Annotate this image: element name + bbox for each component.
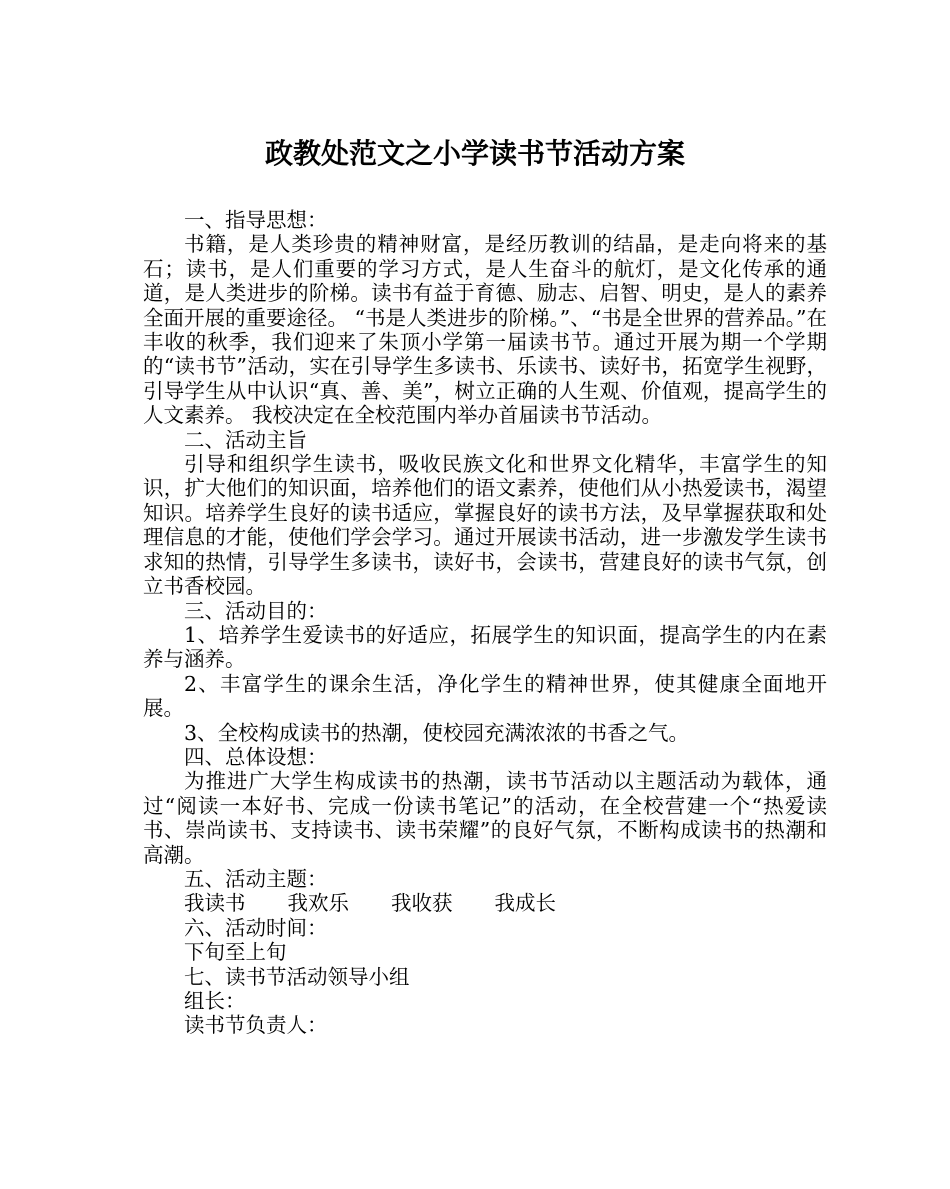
paragraph-purpose: 引导和组织学生读书，吸收民族文化和世界文化精华，丰富学生的知识，扩大他们的知识面，培养他们的语文素养，使他们从小热爱读书，渴望知识。培养学生良好的读书适应，掌握良好的读书方法，及早掌握获取和处理信息的才能，使他们学会学习。通过开展读书活动，进一步激发学生读书求知的热情，引导学生多读书，读好书，会读书，营建良好的读书气氛，创立书香校园。 [143, 452, 827, 599]
goal-item-1: 1、培养学生爱读书的好适应，拓展学生的知识面，提高学生的内在素养与涵养。 [143, 622, 827, 672]
section-heading-overall-plan: 四、总体设想： [184, 744, 328, 769]
theme-item: 我收获 [391, 891, 453, 916]
responsible-person-line: 读书节负责人： [184, 1013, 328, 1038]
document-title: 政教处范文之小学读书节活动方案 [264, 137, 685, 170]
theme-list [143, 891, 827, 915]
section-heading-time: 六、活动时间： [184, 915, 328, 940]
theme-item: 我成长 [494, 891, 556, 916]
theme-item: 我读书 [184, 891, 246, 916]
section-heading-leadership: 七、读书节活动领导小组 [184, 964, 410, 989]
section-heading-themes: 五、活动主题： [184, 866, 328, 891]
paragraph-overall-plan: 为推进广大学生构成读书的热潮，读书节活动以主题活动为载体，通过“阅读一本好书、完成一份读书笔记”的活动，在全校营建一个“热爱读书、崇尚读书、支持读书、读书荣耀”的良好气氛，不断构成读书的热潮和高潮。 [143, 769, 827, 867]
paragraph-guiding-thought: 书籍，是人类珍贵的精神财富，是经历教训的结晶，是走向将来的基石；读书，是人们重要的学习方式，是人生奋斗的航灯，是文化传承的通道，是人类进步的阶梯。读书有益于育德、励志、启智、明史，是人的素养全面开展的重要途径。 “书是人类进步的阶梯。”、“书是全世界的营养品。”在丰收的秋季，我们迎来了朱顶小学第一届读书节。通过开展为期一个学期的“读书节”活动，实在引导学生多读书、乐读书、读好书，拓宽学生视野，引导学生从中认识“真、善、美”，树立正确的人生观、价值观，提高学生的人文素养。 我校决定在全校范围内举办首届读书节活动。 [143, 232, 827, 428]
section-heading-goals: 三、活动目的： [184, 598, 328, 623]
paragraph-time: 下旬至上旬 [184, 940, 287, 965]
document-body [143, 208, 827, 1038]
theme-item: 我欢乐 [287, 891, 349, 916]
section-heading-purpose: 二、活动主旨 [184, 427, 307, 452]
section-heading-guiding-thought: 一、指导思想： [184, 208, 328, 232]
goal-item-3: 3、全校构成读书的热潮，使校园充满浓浓的书香之气。 [184, 720, 690, 745]
leader-line: 组长： [184, 989, 246, 1013]
goal-item-2: 2、丰富学生的课余生活，净化学生的精神世界，使其健康全面地开展。 [143, 671, 827, 721]
